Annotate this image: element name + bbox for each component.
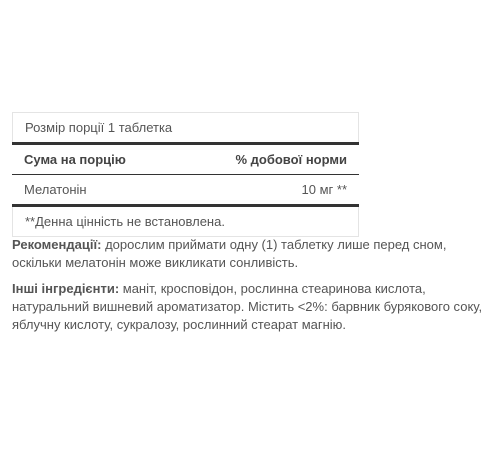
header-amount-per-serving: Сума на порцію	[24, 152, 126, 167]
ingredient-amount: 10 мг **	[301, 182, 347, 197]
header-daily-value: % добової норми	[235, 152, 347, 167]
table-header	[12, 142, 359, 175]
footnote: **Денна цінність не встановлена.	[12, 207, 359, 237]
other-ingredients-label: Інші інгредієнти:	[12, 281, 120, 296]
other-ingredients-paragraph	[12, 280, 490, 334]
recommendations-label: Рекомендації:	[12, 237, 102, 252]
recommendations-paragraph	[12, 236, 490, 272]
other-ingredients-text: маніт, кросповідон, рослинна стеаринова кислота, натуральний вишневий ароматизатор. Містить <2%: барвник бурякового соку, яблучну кислоту, сукралозу, рослинний стеарат магнію.	[12, 281, 483, 332]
recommendations-text: дорослим приймати одну (1) таблетку лише перед сном, оскільки мелатонін може викликати сонливість.	[12, 237, 447, 270]
table-row	[12, 175, 359, 207]
supplement-facts-table	[12, 112, 359, 237]
serving-size: Розмір порції 1 таблетка	[12, 112, 359, 142]
ingredient-name: Мелатонін	[24, 182, 87, 197]
